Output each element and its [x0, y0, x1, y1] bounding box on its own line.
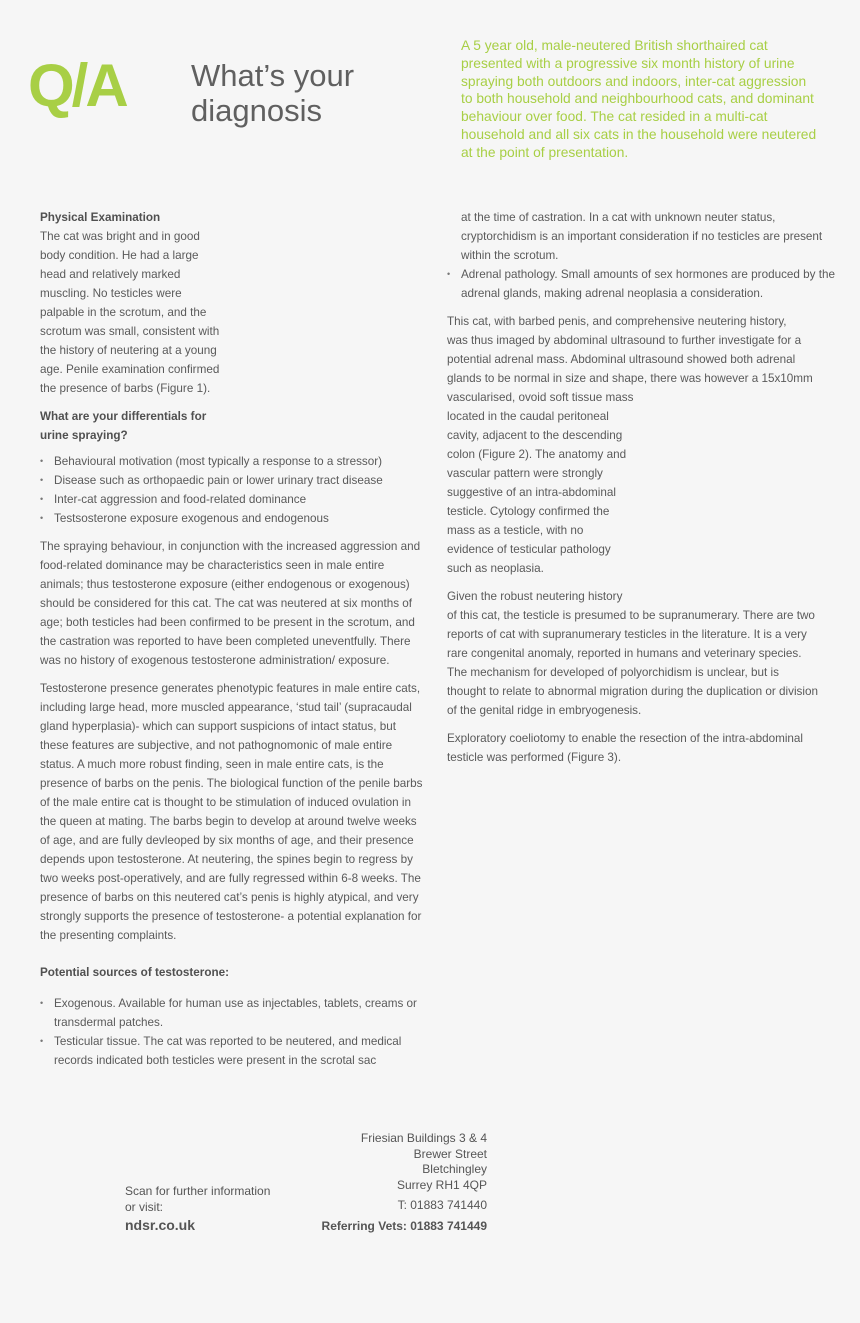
coeliotomy-paragraph: Exploratory coeliotomy to enable the resection of the intra-abdominal testicle was performed (Figure 3). — [447, 732, 804, 764]
exam-heading: Physical Examination — [40, 211, 161, 224]
list-item: • Behavioural motivation (most typically a response to a stressor) — [40, 452, 424, 471]
text-line: thought to relate to abnormal migration during the duplication or division — [447, 685, 818, 698]
exam-line: head and relatively marked — [40, 268, 181, 281]
title-line-1: What’s your — [191, 58, 355, 93]
exam-line: age. Penile examination confirmed — [40, 363, 220, 376]
text-line: potential adrenal mass. Abdominal ultrasound showed both adrenal — [447, 353, 796, 366]
ultrasound-paragraph — [447, 312, 835, 578]
text-line: such as neoplasia. — [447, 562, 544, 575]
scan-text: Scan for further information or visit: — [125, 1184, 271, 1214]
text-line: Given the robust neutering history — [447, 590, 623, 603]
text-line: reports of cat with supranumerary testicles in the literature. It is a very — [447, 628, 807, 641]
exam-line: palpable in the scrotum, and the — [40, 306, 207, 319]
text-line: testicle. Cytology confirmed the — [447, 505, 610, 518]
text-line: suggestive of an intra-abdominal — [447, 486, 616, 499]
exam-line: body condition. He had a large — [40, 249, 199, 262]
title-line-2: diagnosis — [191, 93, 322, 128]
qa-logo: Q/A — [28, 52, 126, 119]
sources-heading: Potential sources of testosterone: — [40, 966, 229, 979]
left-column — [40, 208, 424, 1079]
list-item: • Testsosterone exposure exogenous and endogenous — [40, 509, 424, 528]
differentials-heading-line-2: urine spraying? — [40, 429, 128, 442]
page-title — [191, 58, 421, 128]
differentials-heading-line-1: What are your differentials for — [40, 410, 207, 423]
address-line: Bletchingley — [422, 1162, 487, 1176]
text-line: vascularised, ovoid soft tissue mass — [447, 391, 634, 404]
text-line: vascular pattern were strongly — [447, 467, 603, 480]
list-item: • Adrenal pathology. Small amounts of sex hormones are produced by the adrenal glands, making adrenal neoplasia a consideration. — [447, 265, 835, 303]
text-line: located in the caudal peritoneal — [447, 410, 609, 423]
text-line: cavity, adjacent to the descending — [447, 429, 623, 442]
text-line: This cat, with barbed penis, and comprehensive neutering history, — [447, 315, 787, 328]
continued-text: at the time of castration. In a cat with unknown neuter status, cryptorchidism is an important consideration if no testicles are present within the scrotum. — [461, 211, 823, 262]
exam-line: scrotum was small, consistent with — [40, 325, 220, 338]
referring-vets-number: Referring Vets: 01883 741449 — [321, 1218, 487, 1233]
text-line: of the genital ridge in embryogenesis. — [447, 704, 642, 717]
list-item: • Disease such as orthopaedic pain or lower urinary tract disease — [40, 471, 424, 490]
sources-list — [40, 994, 424, 1070]
text-line: evidence of testicular pathology — [447, 543, 611, 556]
footer-address — [250, 1131, 487, 1234]
text-line: colon (Figure 2). The anatomy and — [447, 448, 627, 461]
body-paragraph: The spraying behaviour, in conjunction with the increased aggression and food-related dominance may be characteristics seen in male entire animals; thus testosterone exposure (either endogenous or exogenous) should be considered for this cat. The cat was neutered at six months of age; both testicles had been confirmed to be present in the scrotum, and the castration was reported to have been completed uneventfully. There was no history of exogenous testosterone administration/ exposure. — [40, 540, 421, 667]
exam-line: the presence of barbs (Figure 1). — [40, 382, 211, 395]
address-line: Surrey RH1 4QP — [396, 1177, 487, 1192]
list-item: • Exogenous. Available for human use as injectables, tablets, creams or transdermal patches. — [40, 994, 424, 1032]
differentials-heading — [40, 407, 424, 445]
address-line: Friesian Buildings 3 & 4 — [360, 1131, 487, 1145]
body-paragraph: Testosterone presence generates phenotypic features in male entire cats, including large head, more muscled appearance, ‘stud tail’ (supracaudal gland hyperplasia)- which can support suspicions of intact status, but these features are subjective, and not pathognomonic of male entire status. A much more robust finding, seen in male entire cats, is the presence of barbs on the penis. The biological function of the penile barbs of the male entire cat is thought to be stimulation of induced ovulation in the queen at mating. The barbs begin to develop at around twelve weeks of age, and are fully devleoped by six months of age, and their presence depends upon testosterone. At neutering, the spines begin to regress by two weeks post-operatively, and are fully regressed within 6-8 weeks. The presence of barbs on this neutered cat’s penis is highly atypical, and very strongly supports the presence of testosterone- a potential explanation for the presenting complaints. — [40, 682, 423, 942]
text-line: of this cat, the testicle is presumed to be supranumerary. There are two — [447, 609, 815, 622]
exam-line: The cat was bright and in good — [40, 230, 200, 243]
exam-line: the history of neutering at a young — [40, 344, 217, 357]
exam-line: muscling. No testicles were — [40, 287, 182, 300]
text-line: The mechanism for developed of polyorchidism is unclear, but is — [447, 666, 779, 679]
right-column — [447, 208, 835, 776]
website-link[interactable]: ndsr.co.uk — [125, 1217, 196, 1233]
supranumerary-paragraph — [447, 587, 835, 720]
differentials-list — [40, 452, 424, 528]
text-line: glands to be normal in size and shape, there was however a 15x10mm — [447, 372, 813, 385]
case-intro: A 5 year old, male-neutered British shorthaired cat presented with a progressive six month history of urine spraying both outdoors and indoors, inter-cat aggression to both household and neighbourhood cats, and dominant behaviour over food. The cat resided in a multi-cat household and all six cats in the household were neutered at the point of presentation. — [461, 38, 817, 160]
text-line: was thus imaged by abdominal ultrasound to further investigate for a — [447, 334, 802, 347]
address-line: Brewer Street — [413, 1146, 487, 1161]
list-item: • Inter-cat aggression and food-related dominance — [40, 490, 424, 509]
phone-number: T: 01883 741440 — [397, 1198, 487, 1212]
text-line: rare congenital anomaly, reported in humans and veterinary species. — [447, 647, 802, 660]
exam-paragraph — [40, 227, 424, 398]
text-line: mass as a testicle, with no — [447, 524, 584, 537]
adrenal-list — [447, 265, 835, 303]
list-item: • Testicular tissue. The cat was reported to be neutered, and medical records indicated both testicles were present in the scrotal sac — [40, 1032, 424, 1070]
